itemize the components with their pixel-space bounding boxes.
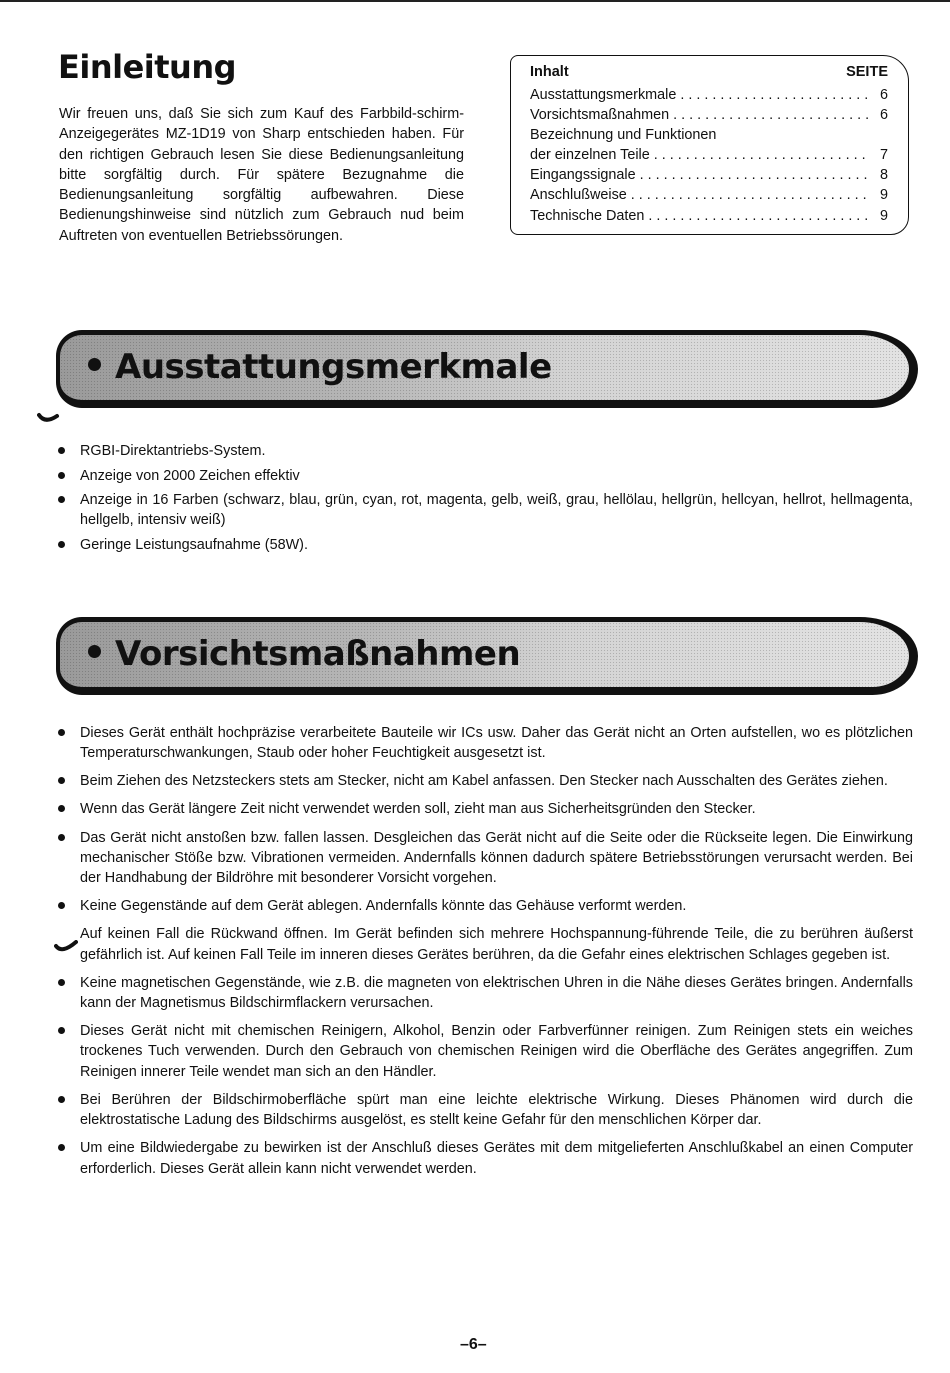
toc-row-title: Bezeichnung und Funktionen	[530, 127, 717, 144]
toc-row-page: 6	[879, 107, 888, 124]
list-item: Beim Ziehen des Netzsteckers stets am Stecker, nicht am Kabel anfassen. Den Stecker nach Ausschalten des Gerätes ziehen.	[58, 771, 913, 791]
list-item: Dieses Gerät enthält hochpräzise verarbeitete Bauteile wir ICs usw. Daher das Gerät nicht an Orten aufstellen, wo es plötzlichen Temperaturschwankungen, Staub oder hoher Feuchtigkeit ausgesetzt ist.	[58, 723, 913, 764]
toc-row	[530, 165, 888, 185]
cautions-list	[58, 723, 913, 1187]
toc-rows	[530, 85, 888, 226]
toc-row-title: Anschlußweise	[530, 187, 627, 204]
toc-leader-dots	[648, 206, 870, 226]
toc-row-page: 8	[879, 167, 888, 184]
section-banner-cautions	[56, 617, 918, 695]
checkmark-icon	[54, 940, 78, 954]
intro-paragraph: Wir freuen uns, daß Sie sich zum Kauf des Farbbild-schirm-Anzeigegerätes MZ-1D19 von Sharp entschieden haben. Für den richtigen Gebrauch lesen Sie diese Bedienungsanleitung bitte sorgfältig durch. Für spätere Bezugnahme die Bedienungsanleitung sorgfältig aufbewahren. Diese Bedienungshinweise sind nützlich zum Gebrauch nud beim Auftreten von eventuellen Betriebssörungen.	[59, 106, 464, 244]
page-title: Einleitung	[58, 48, 237, 86]
toc-leader-dots	[673, 105, 870, 125]
toc-row	[530, 206, 888, 226]
toc-row-title: Eingangssignale	[530, 167, 636, 184]
list-item: Wenn das Gerät längere Zeit nicht verwendet werden soll, zieht man aus Sicherheitsgründen den Stecker.	[58, 799, 913, 819]
list-item: Keine magnetischen Gegenstände, wie z.B. die magneten von elektrischen Uhren in die Nähe dieses Gerätes bringen. Andernfalls kann der Magnetismus Bildschirmflackern verursachen.	[58, 973, 913, 1014]
toc-row-page: 9	[879, 187, 888, 204]
checkmark-icon	[37, 412, 61, 426]
list-item: Anzeige von 2000 Zeichen effektiv	[58, 466, 913, 486]
section-title-cautions	[88, 634, 520, 674]
list-item: RGBI-Direktantriebs-System.	[58, 441, 913, 461]
toc-row	[530, 145, 888, 165]
toc-row-title: Technische Daten	[530, 207, 645, 224]
toc-row-title: Vorsichtsmaßnahmen	[530, 107, 670, 124]
page-number: –6–	[460, 1336, 487, 1353]
list-item: Bei Berühren der Bildschirmoberfläche spürt man eine leichte elektrische Wirkung. Dieses Phänomen wird durch die elektrostatische Ladung des Bildschirms ausgelöst, es stellt keine Gefahr für den menschlichen Körper dar.	[58, 1090, 913, 1131]
bullet-icon	[88, 358, 101, 371]
toc-leader-dots	[640, 165, 870, 185]
features-list	[58, 441, 913, 560]
table-of-contents	[510, 55, 909, 235]
list-item: Keine Gegenstände auf dem Gerät ablegen. Andernfalls könnte das Gehäuse verformt werden.	[58, 896, 913, 916]
toc-row-page: 9	[879, 207, 888, 224]
list-item: Um eine Bildwiedergabe zu bewirken ist der Anschluß dieses Gerätes mit dem mitgelieferten Anschlußkabel an einen Computer erforderlich. Dieses Gerät allein kann nicht verwendet werden.	[58, 1138, 913, 1179]
toc-row	[530, 185, 888, 205]
toc-leader-dots	[680, 85, 870, 105]
toc-header	[530, 64, 888, 80]
section-title-features-text: Ausstattungsmerkmale	[115, 347, 552, 387]
toc-row-page: 6	[879, 87, 888, 103]
toc-row	[530, 85, 888, 105]
section-banner-features	[56, 330, 918, 408]
toc-row-page: 7	[879, 147, 888, 164]
bullet-icon	[88, 645, 101, 658]
toc-row-title: der einzelnen Teile	[530, 147, 650, 164]
toc-row-title: Ausstattungsmerkmale	[530, 87, 677, 103]
list-item: Geringe Leistungsaufnahme (58W).	[58, 535, 913, 555]
section-title-cautions-text: Vorsichtsmaßnahmen	[115, 634, 521, 674]
list-item: Das Gerät nicht anstoßen bzw. fallen lassen. Desgleichen das Gerät nicht auf die Seite oder die Rückseite legen. Die Einwirkung mechanischer Stöße bzw. Vibrationen vermeiden. Andernfalls können dadurch spätere Betriebsstörungen verursacht werden. Bei der Handhabung der Bildröhre mit besonderer Vorsicht vorgehen.	[58, 828, 913, 889]
toc-row	[530, 125, 888, 145]
list-item: Anzeige in 16 Farben (schwarz, blau, grün, cyan, rot, magenta, gelb, weiß, grau, hellölau, hellgrün, hellcyan, hellrot, hellmagenta, hellgelb, intensiv weiß)	[58, 490, 913, 531]
list-item: Dieses Gerät nicht mit chemischen Reinigern, Alkohol, Benzin oder Farbverfünner reinigen. Zum Reinigen stets ein weiches trockenes Tuch verwenden. Durch den Gebrauch von chemischen Reinigen wird die Oberfläche des Gerätes angegriffen. Zum Reinigen innerer Teile wendet man sich an den Händler.	[58, 1021, 913, 1082]
list-item: Auf keinen Fall die Rückwand öffnen. Im Gerät befinden sich mehrere Hochspannung-führende Teile, die zu berühren äußerst gefährlich ist. Auf keinen Fall Teile im inneren dieses Gerätes berühren, da die Gefahr eines elektrischen Schlages gegeben ist.	[80, 926, 913, 963]
toc-page-heading: SEITE	[846, 64, 888, 80]
toc-leader-dots	[654, 145, 870, 165]
section-title-features	[88, 347, 552, 387]
toc-heading: Inhalt	[530, 64, 569, 80]
toc-row	[530, 105, 888, 125]
toc-leader-dots	[631, 185, 870, 205]
top-rule	[0, 0, 950, 2]
